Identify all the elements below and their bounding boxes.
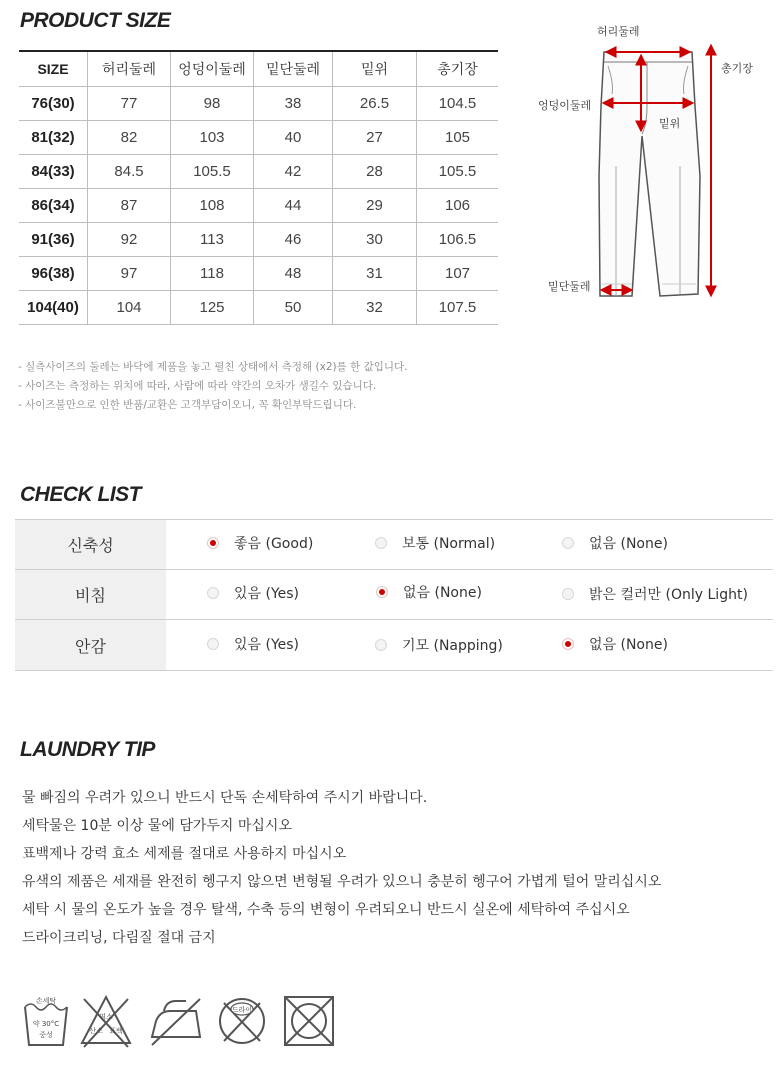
waist-cell: 104 xyxy=(88,291,171,325)
option-label: 없음 (None) xyxy=(589,637,668,653)
pants-measurement-diagram xyxy=(530,16,780,306)
check-row-label: 안감 xyxy=(15,620,166,670)
option-label: 있음 (Yes) xyxy=(234,637,300,653)
hip-cell: 113 xyxy=(171,223,254,257)
diagram-label-waist: 허리둘레 xyxy=(597,25,640,38)
waist-cell: 84.5 xyxy=(88,155,171,189)
option-napping xyxy=(375,635,503,655)
hip-cell: 103 xyxy=(171,121,254,155)
hand-wash-bottom-text: 중성 xyxy=(39,1031,53,1039)
option-none xyxy=(562,634,668,654)
hip-cell: 98 xyxy=(171,87,254,121)
table-row xyxy=(19,257,498,291)
size-note: - 사이즈는 측정하는 위치에 따라, 사람에 따라 약간의 오차가 생길수 있습니다. xyxy=(18,380,377,392)
radio-icon xyxy=(207,587,219,599)
size-cell: 76(30) xyxy=(19,87,88,121)
hem-cell: 46 xyxy=(254,223,333,257)
rise-cell: 31 xyxy=(333,257,417,291)
rise-cell: 29 xyxy=(333,189,417,223)
laundry-line: 세탁 시 물의 온도가 높을 경우 탈색, 수축 등의 변형이 우려되오니 반드시 실온에 세탁하여 주십시오 xyxy=(22,902,630,918)
no-bleach-icon xyxy=(78,993,134,1049)
size-note: - 실측사이즈의 둘레는 바닥에 제품을 놓고 펼친 상태에서 측정해 (x2)를 한 값입니다. xyxy=(18,361,408,373)
radio-selected-icon xyxy=(207,537,219,549)
radio-icon xyxy=(207,638,219,650)
size-table xyxy=(19,50,498,325)
size-cell: 86(34) xyxy=(19,189,88,223)
diagram-label-hem: 밑단둘레 xyxy=(548,280,591,293)
hem-cell: 40 xyxy=(254,121,333,155)
hem-cell: 42 xyxy=(254,155,333,189)
laundry-line: 물 빠짐의 우려가 있으니 반드시 단독 손세탁하여 주시기 바랍니다. xyxy=(22,790,428,806)
laundry-line: 표백제나 강력 효소 세제를 절대로 사용하지 마십시오 xyxy=(22,846,347,862)
no-bleach-right-text: 표백 xyxy=(109,1027,123,1035)
option-label: 보통 (Normal) xyxy=(402,536,496,552)
waist-cell: 82 xyxy=(88,121,171,155)
waist-cell: 92 xyxy=(88,223,171,257)
rise-cell: 28 xyxy=(333,155,417,189)
option-label: 없음 (None) xyxy=(589,536,668,552)
option-yes xyxy=(207,634,299,654)
header-waist: 허리둘레 xyxy=(88,51,171,87)
laundry-tip-title: LAUNDRY TIP xyxy=(20,738,155,761)
waist-cell: 97 xyxy=(88,257,171,291)
option-label: 좋음 (Good) xyxy=(234,536,314,552)
radio-selected-icon xyxy=(562,638,574,650)
rise-cell: 26.5 xyxy=(333,87,417,121)
option-label: 밝은 컬러만 (Only Light) xyxy=(589,587,748,603)
table-row xyxy=(19,121,498,155)
radio-icon xyxy=(562,588,574,600)
length-cell: 105 xyxy=(417,121,499,155)
length-cell: 107.5 xyxy=(417,291,499,325)
laundry-line: 세탁물은 10분 이상 물에 담가두지 마십시오 xyxy=(22,818,292,834)
size-note: - 사이즈불만으로 인한 반품/교환은 고객부담이오니, 꼭 확인부탁드립니다. xyxy=(18,399,357,411)
option-only-light xyxy=(562,584,748,604)
hip-cell: 105.5 xyxy=(171,155,254,189)
radio-icon xyxy=(562,537,574,549)
hem-cell: 44 xyxy=(254,189,333,223)
header-hip: 엉덩이둘레 xyxy=(171,51,254,87)
hand-wash-temp-text: 약 30°C xyxy=(32,1020,60,1028)
check-list-title: CHECK LIST xyxy=(20,483,141,506)
radio-icon xyxy=(375,639,387,651)
hem-cell: 48 xyxy=(254,257,333,291)
no-iron-icon xyxy=(146,993,206,1049)
header-hem: 밑단둘레 xyxy=(254,51,333,87)
header-rise: 밑위 xyxy=(333,51,417,87)
hip-cell: 125 xyxy=(171,291,254,325)
table-row xyxy=(19,223,498,257)
no-bleach-top-text: 염소 xyxy=(99,1013,113,1021)
product-size-title: PRODUCT SIZE xyxy=(20,9,171,32)
waist-cell: 87 xyxy=(88,189,171,223)
radio-selected-icon xyxy=(376,586,388,598)
size-notes xyxy=(18,358,408,415)
size-cell: 96(38) xyxy=(19,257,88,291)
waist-cell: 77 xyxy=(88,87,171,121)
hip-cell: 108 xyxy=(171,189,254,223)
diagram-label-length: 총기장 xyxy=(721,62,753,75)
check-row-label: 비침 xyxy=(15,570,166,619)
hand-wash-top-text: 손세탁 xyxy=(35,997,57,1005)
option-yes xyxy=(207,583,299,603)
size-cell: 91(36) xyxy=(19,223,88,257)
diagram-label-rise: 밑위 xyxy=(659,117,681,130)
size-table-header xyxy=(19,51,498,87)
size-cell: 84(33) xyxy=(19,155,88,189)
length-cell: 104.5 xyxy=(417,87,499,121)
no-dry-clean-icon xyxy=(216,993,268,1049)
rise-cell: 32 xyxy=(333,291,417,325)
option-none xyxy=(562,533,668,553)
no-tumble-dry-icon xyxy=(282,993,336,1049)
header-size: SIZE xyxy=(19,51,88,87)
table-row xyxy=(19,291,498,325)
hem-cell: 38 xyxy=(254,87,333,121)
no-dry-clean-text: 드라이 xyxy=(231,1006,253,1014)
length-cell: 105.5 xyxy=(417,155,499,189)
option-normal xyxy=(375,533,495,553)
rise-cell: 27 xyxy=(333,121,417,155)
table-row xyxy=(19,189,498,223)
option-none xyxy=(376,582,482,602)
radio-icon xyxy=(375,537,387,549)
table-row xyxy=(19,87,498,121)
laundry-tips xyxy=(22,784,661,952)
option-label: 있음 (Yes) xyxy=(234,586,300,602)
length-cell: 107 xyxy=(417,257,499,291)
diagram-label-hip: 엉덩이둘레 xyxy=(538,99,592,112)
length-cell: 106 xyxy=(417,189,499,223)
option-good xyxy=(207,533,313,553)
hip-cell: 118 xyxy=(171,257,254,291)
hand-wash-icon xyxy=(22,993,70,1049)
size-cell: 104(40) xyxy=(19,291,88,325)
option-label: 없음 (None) xyxy=(403,585,482,601)
laundry-line: 유색의 제품은 세재를 완전히 헹구지 않으면 변형될 우려가 있으니 충분히 헹구어 가볍게 털어 말리십시오 xyxy=(22,874,662,890)
header-length: 총기장 xyxy=(417,51,499,87)
rise-cell: 30 xyxy=(333,223,417,257)
laundry-line: 드라이크리닝, 다림질 절대 금지 xyxy=(22,930,216,946)
check-row-label: 신축성 xyxy=(15,520,166,569)
hem-cell: 50 xyxy=(254,291,333,325)
size-cell: 81(32) xyxy=(19,121,88,155)
no-bleach-left-text: 산소 xyxy=(89,1027,103,1035)
length-cell: 106.5 xyxy=(417,223,499,257)
option-label: 기모 (Napping) xyxy=(402,638,503,654)
table-row xyxy=(19,155,498,189)
